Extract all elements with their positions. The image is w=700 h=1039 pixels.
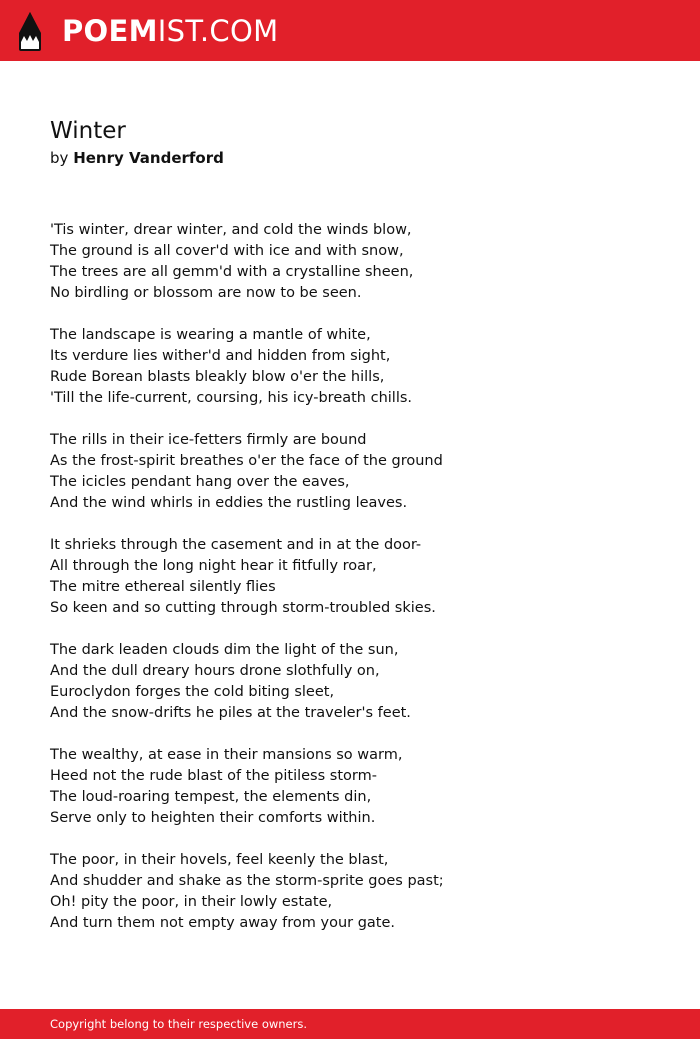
poem-line: The icicles pendant hang over the eaves, [50, 474, 350, 490]
poem-stanza [50, 535, 670, 619]
site-header [0, 0, 700, 61]
poem-line: And the wind whirls in eddies the rustling leaves. [50, 495, 408, 511]
brand-name-light: IST.COM [157, 14, 279, 48]
poem-line: No birdling or blossom are now to be seen. [50, 285, 362, 301]
copyright-text: Copyright belong to their respective owners. [50, 1017, 308, 1031]
poem-stanza [50, 850, 670, 934]
poem-stanza [50, 220, 670, 304]
poem-stanza [50, 430, 670, 514]
poem-line: Heed not the rude blast of the pitiless storm- [50, 768, 377, 784]
poem-author: Henry Vanderford [73, 149, 224, 167]
by-label: by [50, 149, 69, 167]
brand-name-bold: POEM [62, 14, 158, 48]
poem-line: Oh! pity the poor, in their lowly estate, [50, 894, 333, 910]
poem-line: The wealthy, at ease in their mansions so warm, [50, 747, 403, 763]
poem-line: Euroclydon forges the cold biting sleet, [50, 684, 335, 700]
site-footer [0, 1009, 700, 1039]
poem-line: And the dull dreary hours drone slothfully on, [50, 663, 380, 679]
poem-stanza [50, 745, 670, 829]
poem-line: 'Tis winter, drear winter, and cold the winds blow, [50, 222, 412, 238]
poem-line: The ground is all cover'd with ice and with snow, [50, 243, 404, 259]
poem-content [50, 116, 670, 955]
poem-stanza [50, 640, 670, 724]
site-logo[interactable] [18, 10, 278, 52]
poem-line: Serve only to heighten their comforts within. [50, 810, 376, 826]
poem-title: Winter [50, 118, 126, 144]
poem-line: The loud-roaring tempest, the elements din, [50, 789, 372, 805]
poem-line: The landscape is wearing a mantle of white, [50, 327, 371, 343]
poem-line: And turn them not empty away from your gate. [50, 915, 396, 931]
pencil-tip-icon [18, 11, 42, 52]
poem-byline [50, 148, 670, 168]
poem-line: The trees are all gemm'd with a crystalline sheen, [50, 264, 414, 280]
poem-line: Its verdure lies wither'd and hidden from sight, [50, 348, 391, 364]
poem-line: So keen and so cutting through storm-troubled skies. [50, 600, 436, 616]
poem-stanza [50, 325, 670, 409]
poem-line: 'Till the life-current, coursing, his icy-breath chills. [50, 390, 413, 406]
poem-line: And the snow-drifts he piles at the traveler's feet. [50, 705, 411, 721]
poem-line: It shrieks through the casement and in at the door- [50, 537, 422, 553]
poem-body [50, 220, 670, 934]
poem-line: The mitre ethereal silently flies [50, 579, 276, 595]
poem-line: The rills in their ice-fetters firmly are bound [50, 432, 367, 448]
poem-line: The dark leaden clouds dim the light of the sun, [50, 642, 399, 658]
brand-name [62, 10, 278, 52]
poem-line: And shudder and shake as the storm-sprite goes past; [50, 873, 444, 889]
poem-line: The poor, in their hovels, feel keenly the blast, [50, 852, 389, 868]
poem-line: As the frost-spirit breathes o'er the face of the ground [50, 453, 443, 469]
poem-line: Rude Borean blasts bleakly blow o'er the hills, [50, 369, 385, 385]
poem-line: All through the long night hear it fitfully roar, [50, 558, 377, 574]
